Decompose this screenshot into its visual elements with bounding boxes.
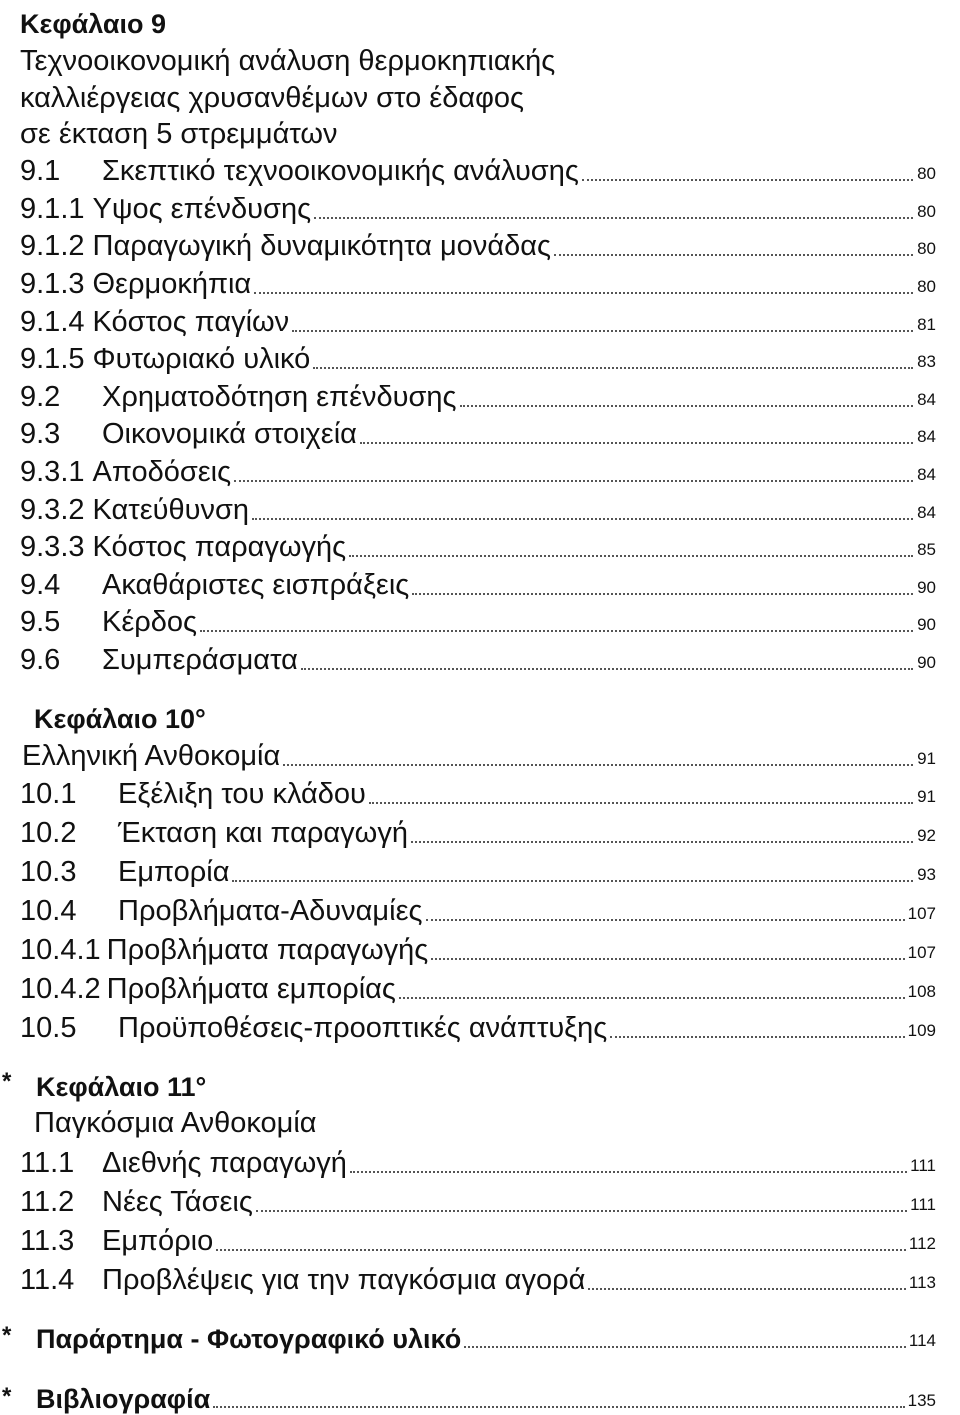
toc-entry[interactable] bbox=[20, 299, 936, 339]
chapter-10-heading: Κεφάλαιο 10° bbox=[34, 704, 206, 734]
entry-page: 90 bbox=[917, 615, 936, 634]
entry-title: Προϋποθέσεις-προοπτικές ανάπτυξης bbox=[118, 1012, 608, 1044]
bullet-asterisk-icon: * bbox=[2, 1068, 12, 1095]
entry-number: 9.1 bbox=[20, 155, 61, 187]
dot-leader bbox=[412, 593, 913, 595]
dot-leader bbox=[234, 480, 913, 482]
entry-number: 10.2 bbox=[20, 817, 77, 849]
toc-entry[interactable] bbox=[20, 1179, 936, 1219]
toc-entry[interactable] bbox=[20, 1140, 936, 1180]
toc-entry[interactable] bbox=[20, 562, 936, 602]
entry-page: 80 bbox=[917, 239, 936, 258]
entry-title: Εμπορία bbox=[118, 856, 230, 888]
entry-number: 9.1.2 bbox=[20, 230, 85, 262]
dot-leader bbox=[411, 841, 913, 843]
chapter-9-heading: Κεφάλαιο 9 bbox=[20, 9, 167, 39]
entry-number: 9.2 bbox=[20, 381, 61, 413]
toc-entry[interactable] bbox=[20, 148, 936, 188]
entry-title: Προβλήματα παραγωγής bbox=[106, 934, 429, 966]
entry-page: 84 bbox=[917, 465, 936, 484]
toc-entry[interactable] bbox=[20, 374, 936, 414]
entry-number: 9.4 bbox=[20, 569, 61, 601]
dot-leader bbox=[460, 405, 913, 407]
entry-title: Θερμοκήπια bbox=[92, 268, 252, 300]
toc-entry[interactable] bbox=[20, 810, 936, 850]
toc-entry[interactable] bbox=[20, 599, 936, 639]
entry-page: 91 bbox=[917, 787, 936, 806]
entry-page: 111 bbox=[910, 1195, 936, 1214]
dot-leader bbox=[360, 442, 913, 444]
entry-number: 9.1.3 bbox=[20, 268, 85, 300]
dot-leader bbox=[213, 1406, 904, 1408]
chapter-11-heading: Κεφάλαιο 11° bbox=[36, 1072, 207, 1102]
bullet-asterisk-icon: * bbox=[2, 1383, 12, 1410]
dot-leader bbox=[216, 1249, 906, 1251]
entry-number: 11.3 bbox=[20, 1225, 75, 1257]
dot-leader bbox=[582, 179, 913, 181]
dot-leader bbox=[314, 217, 913, 219]
entry-title: Ακαθάριστες εισπράξεις bbox=[102, 569, 410, 601]
entry-page: 107 bbox=[907, 943, 936, 962]
entry-title: Οικονομικά στοιχεία bbox=[102, 418, 357, 450]
toc-entry[interactable] bbox=[20, 637, 936, 677]
toc-entry[interactable] bbox=[20, 771, 936, 811]
entry-number: 9.3 bbox=[20, 418, 61, 450]
entry-number: 11.4 bbox=[20, 1264, 75, 1296]
entry-title: Εξέλιξη του κλάδου bbox=[118, 778, 366, 810]
entry-page: 80 bbox=[917, 202, 936, 221]
entry-number: 10.5 bbox=[20, 1012, 77, 1044]
entry-title: Κέρδος bbox=[102, 606, 198, 638]
dot-leader bbox=[464, 1346, 906, 1348]
toc-entry[interactable] bbox=[20, 888, 936, 928]
entry-number: 11.2 bbox=[20, 1186, 75, 1218]
toc-entry[interactable] bbox=[20, 524, 936, 564]
entry-title: Νέες Τάσεις bbox=[102, 1186, 253, 1218]
entry-page: 92 bbox=[917, 826, 936, 845]
entry-title: Παραγωγική δυναμικότητα μονάδας bbox=[92, 230, 551, 262]
entry-number: 9.1.5 bbox=[20, 343, 85, 375]
dot-leader bbox=[554, 254, 913, 256]
dot-leader bbox=[431, 958, 904, 960]
entry-number: 11.1 bbox=[20, 1147, 75, 1179]
entry-title: Φυτωριακό υλικό bbox=[92, 343, 311, 375]
entry-page: 91 bbox=[917, 749, 936, 768]
entry-page: 135 bbox=[907, 1391, 936, 1410]
toc-entry[interactable] bbox=[20, 261, 936, 301]
entry-number: 9.5 bbox=[20, 606, 61, 638]
entry-number: 10.4.1 bbox=[20, 934, 101, 966]
entry-title: Προβλέψεις για την παγκόσμια αγορά bbox=[102, 1264, 586, 1296]
entry-title: Συμπεράσματα bbox=[102, 644, 298, 676]
entry-number: 10.4.2 bbox=[20, 973, 101, 1005]
entry-page: 109 bbox=[907, 1021, 936, 1040]
entry-page: 81 bbox=[917, 315, 936, 334]
toc-entry[interactable] bbox=[20, 449, 936, 489]
toc-entry[interactable] bbox=[20, 336, 936, 376]
toc-entry[interactable] bbox=[20, 1257, 936, 1297]
dot-leader bbox=[369, 802, 913, 804]
entry-title: Βιβλιογραφία bbox=[36, 1384, 211, 1414]
entry-title: Παράρτημα - Φωτογραφικό υλικό bbox=[36, 1324, 462, 1354]
entry-title: Κόστος παγίων bbox=[92, 306, 290, 338]
toc-entry[interactable] bbox=[20, 487, 936, 527]
entry-page: 83 bbox=[917, 352, 936, 371]
dot-leader bbox=[426, 919, 905, 921]
dot-leader bbox=[350, 1171, 907, 1173]
entry-page: 108 bbox=[907, 982, 936, 1001]
entry-number: 10.4 bbox=[20, 895, 77, 927]
dot-leader bbox=[200, 630, 913, 632]
toc-entry[interactable] bbox=[20, 1218, 936, 1258]
entry-page: 90 bbox=[917, 653, 936, 672]
dot-leader bbox=[283, 764, 913, 766]
toc-entry[interactable] bbox=[20, 1005, 936, 1045]
entry-number: 9.6 bbox=[20, 644, 61, 676]
toc-entry[interactable] bbox=[20, 849, 936, 889]
entry-page: 80 bbox=[917, 277, 936, 296]
entry-page: 93 bbox=[917, 865, 936, 884]
entry-number: 9.1.1 bbox=[20, 193, 85, 225]
chapter-9-subtitle-line: Τεχνοοικονομική ανάλυση θερμοκηπιακής bbox=[20, 45, 556, 77]
entry-page: 90 bbox=[917, 578, 936, 597]
entry-title: Κόστος παραγωγής bbox=[92, 531, 347, 563]
entry-title: Υψος επένδυσης bbox=[92, 193, 312, 225]
dot-leader bbox=[313, 367, 913, 369]
entry-page: 107 bbox=[907, 904, 936, 923]
entry-page: 84 bbox=[917, 503, 936, 522]
dot-leader bbox=[232, 880, 913, 882]
appendix-entry[interactable] bbox=[36, 1315, 936, 1355]
dot-leader bbox=[610, 1036, 904, 1038]
entry-title: Αποδόσεις bbox=[92, 456, 232, 488]
entry-page: 112 bbox=[908, 1234, 936, 1253]
entry-title: Ελληνική Ανθοκομία bbox=[22, 740, 281, 772]
dot-leader bbox=[349, 555, 913, 557]
entry-title: Διεθνής παραγωγή bbox=[102, 1147, 347, 1179]
chapter-11-subtitle-line: Παγκόσμια Ανθοκομία bbox=[34, 1107, 317, 1139]
chapter-9-subtitle-line: σε έκταση 5 στρεμμάτων bbox=[20, 118, 338, 150]
entry-page: 80 bbox=[917, 164, 936, 183]
toc-entry[interactable] bbox=[20, 927, 936, 967]
entry-title: Εμπόριο bbox=[102, 1225, 214, 1257]
entry-page: 114 bbox=[908, 1331, 936, 1350]
entry-page: 84 bbox=[917, 390, 936, 409]
entry-title: Χρηματοδότηση επένδυσης bbox=[102, 381, 457, 413]
entry-number: 9.3.3 bbox=[20, 531, 85, 563]
dot-leader bbox=[399, 997, 905, 999]
toc-entry[interactable] bbox=[20, 223, 936, 263]
entry-page: 111 bbox=[910, 1156, 936, 1175]
entry-number: 9.3.1 bbox=[20, 456, 85, 488]
entry-number: 10.3 bbox=[20, 856, 77, 888]
toc-entry[interactable] bbox=[20, 186, 936, 226]
entry-page: 113 bbox=[908, 1273, 936, 1292]
bullet-asterisk-icon: * bbox=[2, 1322, 12, 1349]
toc-entry[interactable] bbox=[20, 966, 936, 1006]
entry-title: Προβλήματα εμπορίας bbox=[106, 973, 396, 1005]
dot-leader bbox=[588, 1288, 906, 1290]
chapter-10-subtitle[interactable] bbox=[22, 733, 936, 773]
entry-number: 9.3.2 bbox=[20, 494, 85, 526]
chapter-9-subtitle-line: καλλιέργειας χρυσανθέμων στο έδαφος bbox=[20, 82, 525, 114]
entry-number: 9.1.4 bbox=[20, 306, 85, 338]
bibliography-entry[interactable] bbox=[36, 1375, 936, 1415]
entry-page: 84 bbox=[917, 427, 936, 446]
dot-leader bbox=[254, 292, 913, 294]
entry-title: Προβλήματα-Αδυναμίες bbox=[118, 895, 423, 927]
dot-leader bbox=[252, 518, 913, 520]
entry-title: Έκταση και παραγωγή bbox=[118, 817, 408, 849]
entry-title: Κατεύθυνση bbox=[92, 494, 250, 526]
dot-leader bbox=[301, 668, 913, 670]
entry-title: Σκεπτικό τεχνοοικονομικής ανάλυσης bbox=[102, 155, 579, 187]
entry-number: 10.1 bbox=[20, 778, 77, 810]
dot-leader bbox=[292, 330, 913, 332]
dot-leader bbox=[256, 1210, 907, 1212]
entry-page: 85 bbox=[917, 540, 936, 559]
toc-entry[interactable] bbox=[20, 411, 936, 451]
